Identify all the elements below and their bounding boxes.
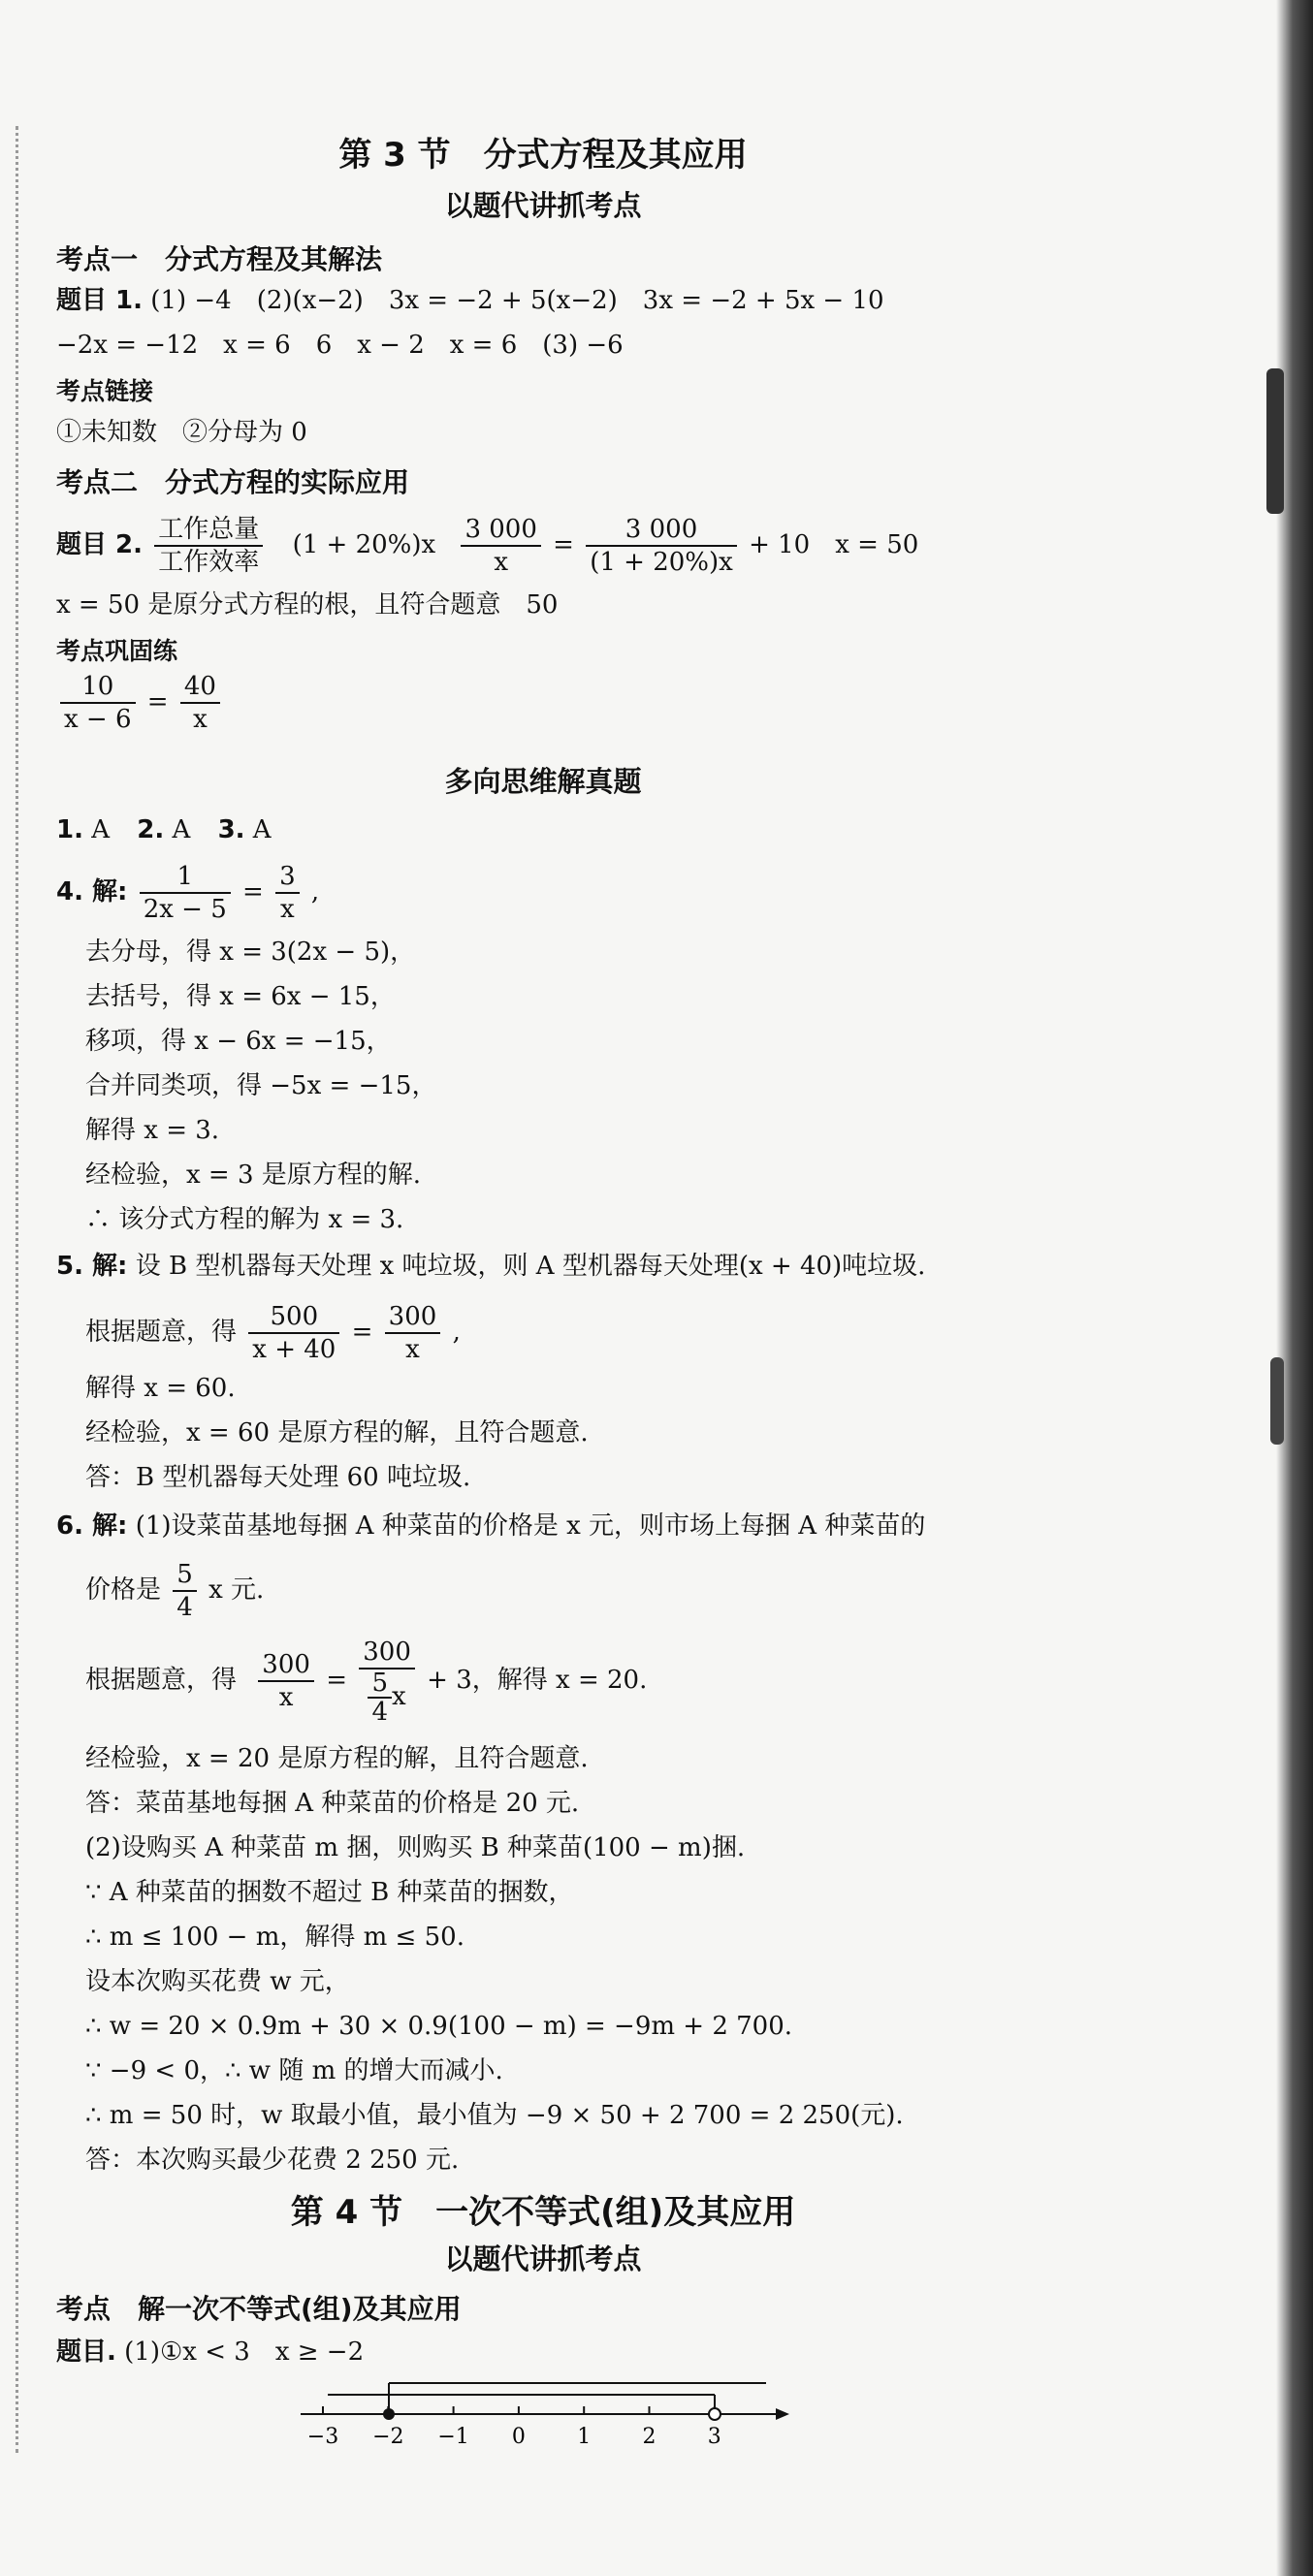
solution-text: 根据题意，得 bbox=[85, 1666, 238, 1695]
denominator: x bbox=[494, 548, 508, 577]
answer-line bbox=[56, 1249, 925, 1284]
question-label: 题目 2. bbox=[56, 530, 144, 559]
tick-label: 1 bbox=[577, 2425, 592, 2449]
answer-line: x = 50 是原分式方程的根，且符合题意 50 bbox=[56, 590, 559, 620]
answer-text: (1) −4 (2)(x−2) 3x = −2 + 5(x−2) 3x = −2 + 5x − 10 bbox=[150, 286, 884, 315]
topic-heading: 考点 解一次不等式(组)及其应用 bbox=[56, 2293, 462, 2325]
question-label: 5. 解: bbox=[56, 1252, 128, 1281]
section-title: 第 4 节 一次不等式(组)及其应用 bbox=[290, 2193, 796, 2232]
numerator: 工作总量 bbox=[154, 514, 263, 547]
solution-step: 解得 x = 3. bbox=[85, 1116, 220, 1145]
answer-line bbox=[56, 812, 272, 847]
tick-label: 0 bbox=[511, 2425, 526, 2449]
answer-text: (1)①x < 3 x ≥ −2 bbox=[124, 2337, 365, 2367]
denominator: x bbox=[193, 705, 208, 734]
denominator: (1 + 20%)x bbox=[590, 548, 733, 577]
complex-fraction bbox=[359, 1637, 415, 1726]
tick-label: −1 bbox=[437, 2425, 469, 2449]
question-label: 4. 解: bbox=[56, 877, 128, 906]
topic-heading: 考点二 分式方程的实际应用 bbox=[56, 466, 410, 498]
numerator: 3 bbox=[275, 861, 300, 894]
punctuation: , bbox=[452, 1318, 461, 1347]
solution-step: ∴ m = 50 时，w 取最小值，最小值为 −9 × 50 + 2 700 = 2 250(元). bbox=[85, 2101, 904, 2130]
solution-step bbox=[85, 1559, 264, 1623]
solution-step: 去分母，得 x = 3(2x − 5)， bbox=[85, 938, 416, 967]
solution-text: x 元. bbox=[208, 1575, 265, 1605]
equals-sign: = bbox=[553, 530, 574, 559]
solution-step: ∵ −9 < 0，∴ w 随 m 的增大而减小. bbox=[85, 2056, 503, 2085]
solution-step: 答：B 型机器每天处理 60 吨垃圾. bbox=[85, 1463, 471, 1492]
question-number: 2. bbox=[137, 815, 165, 844]
denominator: x − 6 bbox=[64, 705, 132, 734]
topic-heading: 考点一 分式方程及其解法 bbox=[56, 243, 383, 275]
numerator: 40 bbox=[180, 671, 220, 704]
answer-line bbox=[56, 671, 224, 735]
solution-step: 答：菜苗基地每捆 A 种菜苗的价格是 20 元. bbox=[85, 1789, 580, 1818]
subsection-title: 多向思维解真题 bbox=[444, 765, 642, 798]
numerator: 300 bbox=[385, 1301, 441, 1334]
solution-step bbox=[85, 1301, 461, 1365]
solution-text: 设 B 型机器每天处理 x 吨垃圾，则 A 型机器每天处理(x + 40)吨垃圾. bbox=[135, 1252, 926, 1281]
answer-line bbox=[56, 514, 918, 578]
answer-choice: A bbox=[252, 815, 272, 844]
numerator: 3 000 bbox=[586, 514, 737, 547]
solution-step: 经检验，x = 3 是原方程的解. bbox=[85, 1161, 422, 1190]
denominator: 工作效率 bbox=[158, 548, 260, 577]
answer-line: ①未知数 ②分母为 0 bbox=[56, 418, 307, 447]
denominator: x bbox=[280, 895, 295, 924]
number-line-arrow bbox=[776, 2408, 789, 2420]
question-number: 1. bbox=[56, 815, 83, 844]
answer-choice: A bbox=[172, 815, 191, 844]
fraction bbox=[275, 861, 300, 925]
solution-step: 去括号，得 x = 6x − 15， bbox=[85, 982, 396, 1011]
tick-group bbox=[307, 2406, 721, 2449]
solution-text: (1)设菜苗基地每捆 A 种菜苗的价格是 x 元，则市场上每捆 A 种菜苗的 bbox=[135, 1511, 926, 1541]
fraction bbox=[258, 1649, 314, 1713]
subsection-title: 以题代讲抓考点 bbox=[444, 2242, 642, 2275]
denominator: 4 bbox=[371, 1698, 388, 1727]
solution-step bbox=[85, 1637, 647, 1726]
answer-text: + 10 x = 50 bbox=[749, 530, 919, 559]
solution-step: 合并同类项，得 −5x = −15， bbox=[85, 1071, 437, 1100]
closed-dot bbox=[383, 2408, 395, 2420]
solution-step: 经检验，x = 60 是原方程的解，且符合题意. bbox=[85, 1418, 589, 1447]
solution-text: 价格是 bbox=[85, 1575, 162, 1605]
solution-step: 经检验，x = 20 是原方程的解，且符合题意. bbox=[85, 1744, 589, 1773]
answer-line bbox=[56, 861, 319, 925]
denominator bbox=[359, 1670, 415, 1726]
denominator: x bbox=[405, 1335, 420, 1364]
solution-step: ∵ A 种菜苗的捆数不超过 B 种菜苗的捆数， bbox=[85, 1878, 574, 1907]
scan-edge-shadow bbox=[1270, 1357, 1284, 1445]
tick-label: 2 bbox=[642, 2425, 656, 2449]
solution-text: + 3，解得 x = 20. bbox=[427, 1666, 648, 1695]
numerator: 300 bbox=[359, 1637, 415, 1670]
numerator: 500 bbox=[248, 1301, 339, 1334]
fraction bbox=[368, 1670, 392, 1726]
fraction bbox=[173, 1559, 197, 1623]
tick-label: 3 bbox=[707, 2425, 721, 2449]
denominator: 4 bbox=[176, 1593, 193, 1622]
solution-step: ∴ w = 20 × 0.9m + 30 × 0.9(100 − m) = −9m + 2 700. bbox=[85, 2012, 793, 2041]
punctuation: , bbox=[310, 877, 320, 906]
equals-sign: = bbox=[326, 1666, 347, 1695]
solution-step: ∴ m ≤ 100 − m，解得 m ≤ 50. bbox=[85, 1923, 464, 1952]
answer-text: (1 + 20%)x bbox=[292, 530, 436, 559]
numerator: 1 bbox=[140, 861, 231, 894]
tick-label: −2 bbox=[372, 2425, 404, 2449]
numerator: 3 000 bbox=[461, 514, 540, 547]
equals-sign: = bbox=[351, 1318, 373, 1347]
solution-text: 根据题意，得 bbox=[85, 1318, 238, 1347]
subsection-title: 以题代讲抓考点 bbox=[444, 189, 642, 222]
fraction bbox=[248, 1301, 339, 1365]
answer-line bbox=[56, 283, 884, 318]
binding-dotted-line bbox=[16, 126, 18, 2453]
fraction bbox=[461, 514, 540, 578]
question-label: 6. 解: bbox=[56, 1511, 128, 1541]
section-title: 第 3 节 分式方程及其应用 bbox=[338, 136, 748, 175]
numerator: 5 bbox=[368, 1670, 392, 1699]
numerator: 300 bbox=[258, 1649, 314, 1682]
fraction bbox=[586, 514, 737, 578]
solution-step: 设本次购买花费 w 元， bbox=[85, 1967, 350, 1996]
solution-step: 移项，得 x − 6x = −15， bbox=[85, 1027, 392, 1056]
number-line bbox=[291, 2371, 795, 2449]
answer-choice: A bbox=[91, 815, 111, 844]
denominator: x + 40 bbox=[252, 1335, 336, 1364]
open-dot bbox=[709, 2408, 721, 2420]
equals-sign: = bbox=[146, 687, 169, 716]
tick-label: −3 bbox=[306, 2425, 339, 2449]
equals-sign: = bbox=[242, 877, 264, 906]
numerator: 5 bbox=[173, 1559, 197, 1592]
scan-edge-shadow bbox=[1266, 368, 1284, 514]
answer-line bbox=[56, 2335, 364, 2369]
practice-heading: 考点巩固练 bbox=[56, 637, 178, 665]
answer-line bbox=[56, 1509, 925, 1543]
topic-link-heading: 考点链接 bbox=[56, 377, 154, 405]
numerator: 10 bbox=[60, 671, 136, 704]
question-label: 题目. bbox=[56, 2337, 116, 2367]
solution-step: 答：本次购买最少花费 2 250 元. bbox=[85, 2146, 460, 2175]
solution-step: (2)设购买 A 种菜苗 m 捆，则购买 B 种菜苗(100 − m)捆. bbox=[85, 1833, 746, 1862]
fraction bbox=[385, 1301, 441, 1365]
fraction bbox=[140, 861, 231, 925]
question-number: 3. bbox=[217, 815, 245, 844]
answer-line: −2x = −12 x = 6 6 x − 2 x = 6 (3) −6 bbox=[56, 331, 624, 360]
variable: x bbox=[392, 1682, 406, 1711]
question-label: 题目 1. bbox=[56, 286, 144, 315]
denominator: 2x − 5 bbox=[143, 895, 227, 924]
fraction bbox=[180, 671, 220, 735]
denominator: x bbox=[278, 1683, 294, 1712]
fraction bbox=[154, 514, 263, 578]
fraction bbox=[60, 671, 136, 735]
solution-step: ∴ 该分式方程的解为 x = 3. bbox=[85, 1205, 404, 1234]
solution-step: 解得 x = 60. bbox=[85, 1374, 236, 1403]
